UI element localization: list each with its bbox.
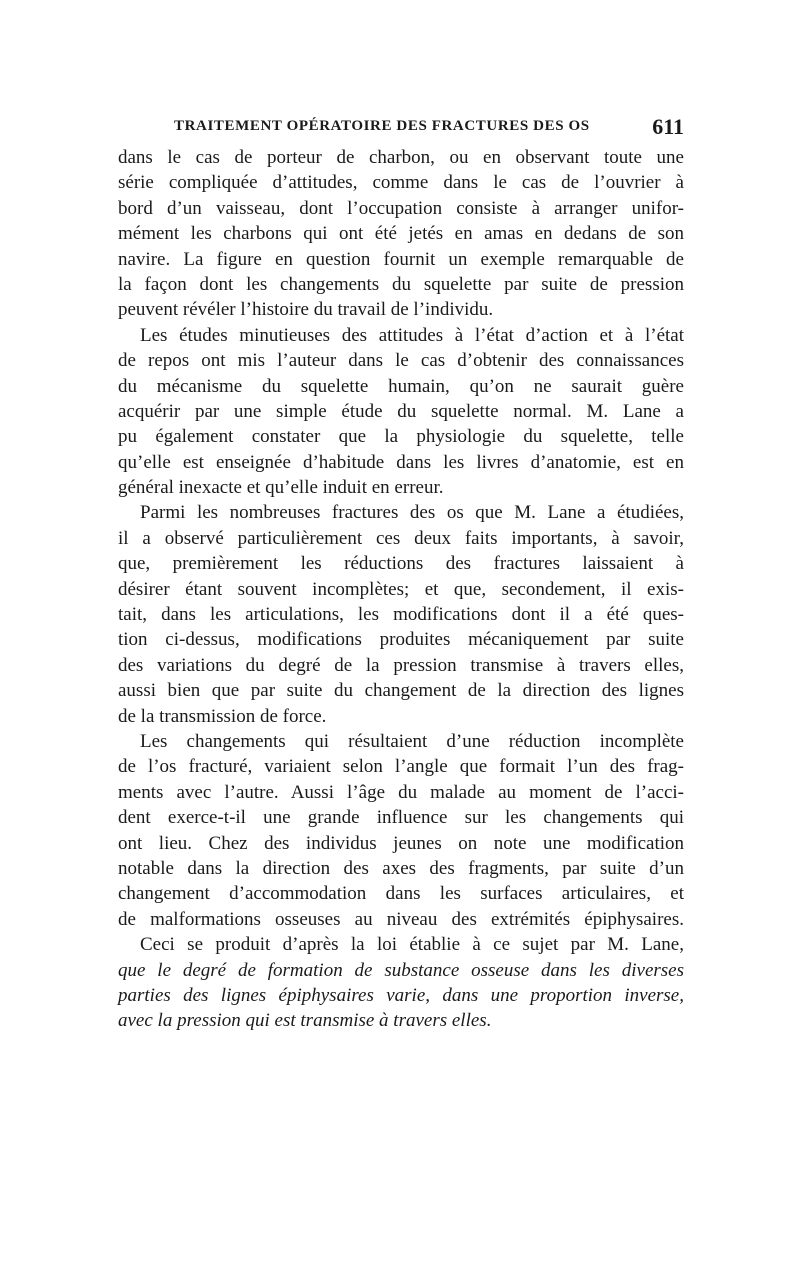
text-line: ments avec l’autre. Aussi l’âge du malade au moment de l’acci- xyxy=(118,781,684,803)
page-number: 611 xyxy=(652,114,684,139)
text-line: Ceci se produit d’après la loi établie à ce sujet par M. Lane, xyxy=(140,934,684,956)
text-line: de l’os fracturé, variaient selon l’angle que formait l’un des frag- xyxy=(118,756,684,778)
running-title: TRAITEMENT OPÉRATOIRE DES FRACTURES DES OS xyxy=(174,118,590,134)
text-line: aussi bien que par suite du changement de la direction des lignes xyxy=(118,680,684,702)
text-line: de malformations osseuses au niveau des extrémités épiphysaires. xyxy=(118,908,684,930)
text-line: il a observé particulièrement ces deux faits importants, à savoir, xyxy=(118,527,684,549)
text-line: Parmi les nombreuses fractures des os que M. Lane a étudiées, xyxy=(140,502,684,524)
text-line-italic: avec la pression qui est transmise à travers elles. xyxy=(118,1010,492,1032)
text-line: série compliquée d’attitudes, comme dans le cas de l’ouvrier à xyxy=(118,172,684,194)
text-line: tait, dans les articulations, les modifications dont il a été ques- xyxy=(118,604,684,626)
text-line-italic: parties des lignes épiphysaires varie, dans une proportion inverse, xyxy=(118,984,684,1006)
text-line: général inexacte et qu’elle induit en erreur. xyxy=(118,477,444,499)
text-line: mément les charbons qui ont été jetés en amas en dedans de son xyxy=(118,223,684,245)
text-line: pu également constater que la physiologie du squelette, telle xyxy=(118,426,684,448)
text-line-italic: que le degré de formation de substance osseuse dans les diverses xyxy=(118,959,684,981)
text-line: de repos ont mis l’auteur dans le cas d’obtenir des connaissances xyxy=(118,350,684,372)
text-line: dans le cas de porteur de charbon, ou en observant toute une xyxy=(118,147,684,168)
text-line: dent exerce-t-il une grande influence sur les changements qui xyxy=(118,807,684,829)
text-line: notable dans la direction des axes des fragments, par suite d’un xyxy=(118,857,684,879)
text-line: tion ci-dessus, modifications produites mécaniquement par suite xyxy=(118,629,684,651)
text-line: ont lieu. Chez des individus jeunes on note une modification xyxy=(118,832,684,854)
text-line: Les études minutieuses des attitudes à l’état d’action et à l’état xyxy=(140,324,684,346)
text-line: Les changements qui résultaient d’une réduction incomplète xyxy=(140,730,684,752)
text-line: changement d’accommodation dans les surfaces articulaires, et xyxy=(118,883,684,905)
text-line: acquérir par une simple étude du squelette normal. M. Lane a xyxy=(118,400,684,422)
text-line: de la transmission de force. xyxy=(118,705,327,727)
text-line: qu’elle est enseignée d’habitude dans les livres d’anatomie, est en xyxy=(118,451,684,473)
text-line: des variations du degré de la pression transmise à travers elles, xyxy=(118,654,684,676)
text-line: navire. La figure en question fournit un exemple remarquable de xyxy=(118,248,684,270)
text-line: que, premièrement les réductions des fractures laissaient à xyxy=(118,553,684,575)
running-head xyxy=(118,114,684,142)
text-line: peuvent révéler l’histoire du travail de l’individu. xyxy=(118,299,494,321)
text-line: du mécanisme du squelette humain, qu’on ne saurait guère xyxy=(118,375,684,397)
body-text xyxy=(118,145,684,1034)
text-line: la façon dont les changements du squelette par suite de pression xyxy=(118,273,684,295)
text-line: désirer étant souvent incomplètes; et que, secondement, il exis- xyxy=(118,578,684,600)
text-line: bord d’un vaisseau, dont l’occupation consiste à arranger unifor- xyxy=(118,197,684,219)
